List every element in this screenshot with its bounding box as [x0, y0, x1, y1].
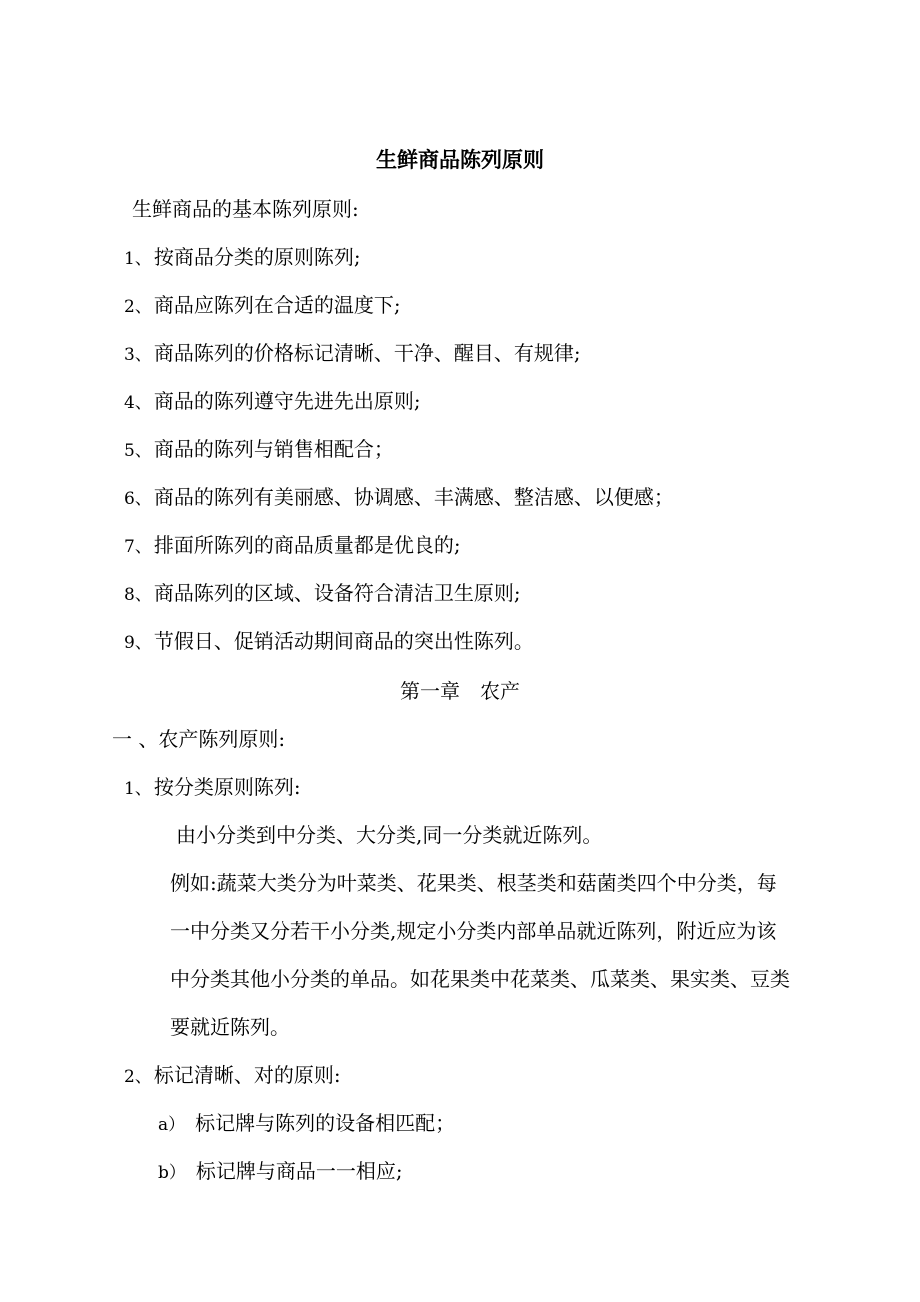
chapter-heading: 第一章 农产 [400, 679, 520, 703]
principle-item [124, 387, 421, 417]
item-number: 6、 [124, 489, 152, 509]
item-text: 排面所陈列的商品质量都是优良的; [153, 533, 461, 557]
item-number: 7、 [124, 537, 152, 557]
item-text: 商品陈列的价格标记清晰、干净、醒目、有规律; [153, 341, 581, 365]
item-number: 4、 [124, 393, 152, 413]
item-number: 1、 [124, 249, 152, 269]
principle-item [124, 627, 534, 657]
intro-text: 生鲜商品的基本陈列原则: [132, 197, 359, 221]
sub-item-text: 标记牌与陈列的设备相匹配； [195, 1111, 456, 1135]
sub-item-text: 标记牌与商品一一相应; [195, 1159, 403, 1183]
item-text: 节假日、促销活动期间商品的突出性陈列。 [153, 629, 534, 653]
item-text: 标记清晰、对的原则: [153, 1063, 341, 1087]
item-number: 2、 [124, 297, 152, 317]
sub-item-label: b） [158, 1163, 186, 1183]
item-text: 商品的陈列与销售相配合； [153, 437, 394, 461]
principle-item [124, 483, 674, 513]
paragraph-line: 要就近陈列。 [170, 1015, 290, 1039]
item-text: 商品陈列的区域、设备符合清洁卫生原则; [153, 581, 521, 605]
paragraph-line: 例如:蔬菜大类分为叶菜类、花果类、根茎类和菇菌类四个中分类，每 [170, 871, 777, 895]
sub-item [158, 1109, 455, 1139]
document-title: 生鲜商品陈列原则 [376, 147, 544, 172]
item-number: 1、 [124, 779, 152, 799]
section-item [124, 773, 301, 803]
item-text: 按商品分类的原则陈列; [153, 245, 361, 269]
item-text: 商品应陈列在合适的温度下; [153, 293, 401, 317]
item-number: 3、 [124, 345, 152, 365]
item-number: 2、 [124, 1067, 152, 1087]
principle-item [124, 339, 581, 369]
principle-item [124, 531, 461, 561]
item-text: 商品的陈列有美丽感、协调感、丰满感、整洁感、以便感； [153, 485, 674, 509]
item-number: 5、 [124, 441, 152, 461]
principle-item [124, 435, 394, 465]
paragraph-line: 一中分类又分若干小分类,规定小分类内部单品就近陈列，附近应为该 [170, 919, 777, 943]
section-heading: 一 、农产陈列原则: [112, 727, 286, 751]
item-number: 9、 [124, 633, 152, 653]
sub-item [158, 1157, 403, 1187]
item-text: 商品的陈列遵守先进先出原则; [153, 389, 421, 413]
paragraph-line: 中分类其他小分类的单品。如花果类中花菜类、瓜菜类、果实类、豆类 [170, 967, 790, 991]
sub-item-label: a） [158, 1115, 186, 1135]
section-item [124, 1061, 341, 1091]
principle-item [124, 579, 521, 609]
principle-item [124, 291, 401, 321]
item-number: 8、 [124, 585, 152, 605]
item-text: 按分类原则陈列: [153, 775, 301, 799]
paragraph-text: 由小分类到中分类、大分类,同一分类就近陈列。 [176, 823, 603, 847]
principle-item [124, 243, 361, 273]
